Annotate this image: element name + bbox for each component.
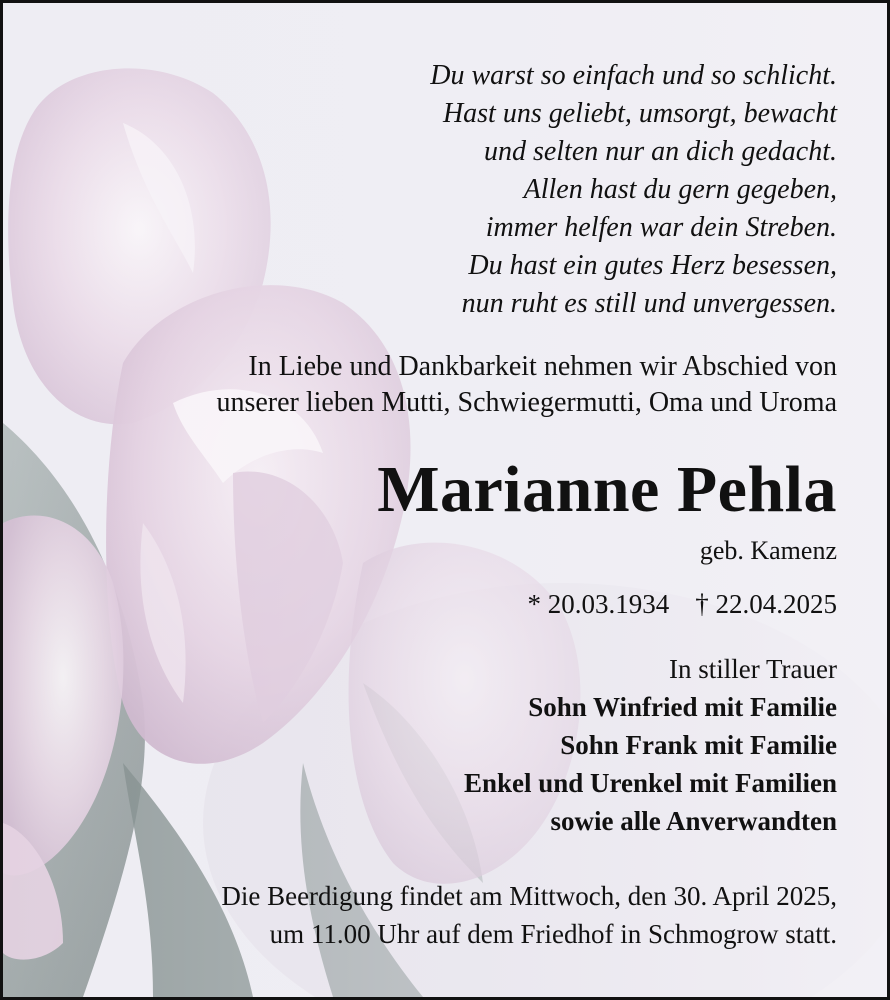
poem-line: nun ruht es still und unvergessen. [461,288,837,319]
poem-line: Allen hast du gern gegeben, [523,174,837,205]
intro-line: unserer lieben Mutti, Schwiegermutti, Oma und Uroma [216,387,837,418]
death-date: † 22.04.2025 [695,589,837,619]
birth-date: * 20.03.1934 [527,589,670,619]
intro-line: In Liebe und Dankbarkeit nehmen wir Abschied von [248,351,837,382]
life-dates [528,587,838,621]
poem-line: Hast uns geliebt, umsorgt, bewacht [442,98,837,129]
poem-line: immer helfen war dein Streben. [485,212,837,243]
poem-line: Du warst so einfach und so schlicht. [430,60,837,91]
mourner-line: Sohn Frank mit Familie [560,730,837,760]
mourning-intro: In stiller Trauer [669,654,837,684]
obituary-text [3,3,887,997]
funeral-info-line: um 11.00 Uhr auf dem Friedhof in Schmogrow statt. [269,919,837,949]
maiden-name: geb. Kamenz [699,536,837,565]
mourner-line: Sohn Winfried mit Familie [528,692,837,722]
mourner-line: Enkel und Urenkel mit Familien [463,768,837,798]
deceased-name: Marianne Pehla [377,453,837,526]
poem-line: und selten nur an dich gedacht. [483,136,837,167]
funeral-info-line: Die Beerdigung findet am Mittwoch, den 30. April 2025, [221,881,837,911]
mourner-line: sowie alle Anverwandten [550,806,837,836]
poem-line: Du hast ein gutes Herz besessen, [468,250,837,281]
